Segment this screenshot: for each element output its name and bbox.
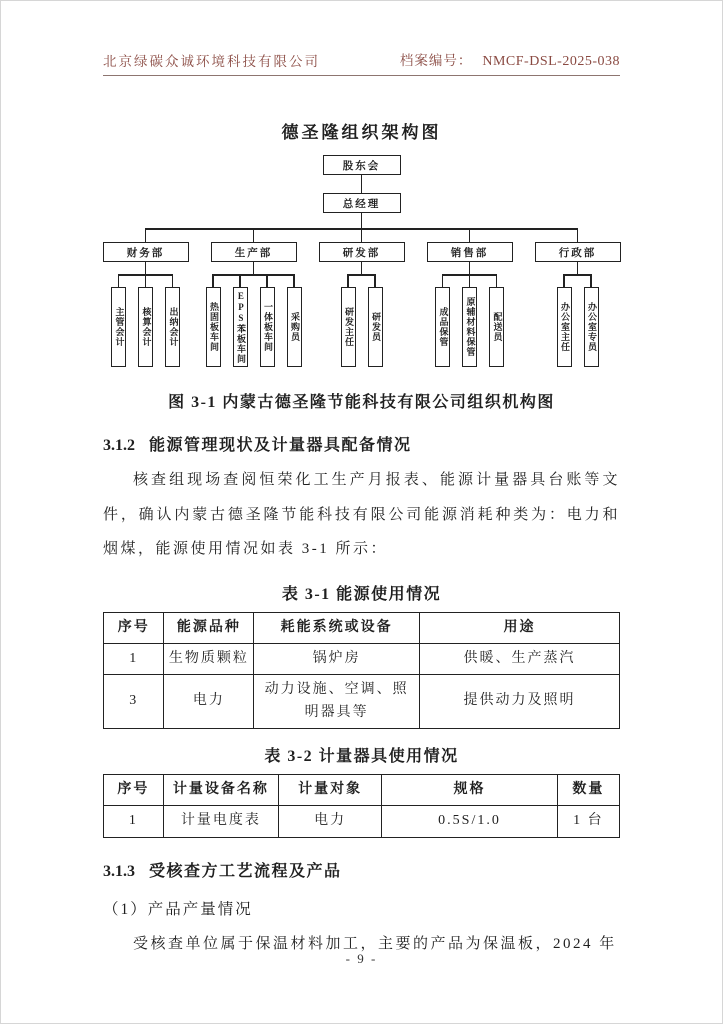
table-row [104, 675, 620, 729]
header-file-number [400, 49, 620, 70]
sub-heading-product-output: （1）产品产量情况 [103, 900, 253, 918]
role-box: 核算会计 [138, 287, 153, 367]
role-box: EPS苯板车间 [233, 287, 248, 367]
col-header: 数量 [557, 775, 619, 806]
connector-line [577, 262, 579, 274]
children-row [200, 274, 308, 367]
section-number: 3.1.2 [103, 437, 135, 454]
connector-line [361, 175, 363, 193]
connector-line [253, 262, 255, 274]
cell-device-name: 计量电度表 [163, 806, 278, 837]
children-row [335, 274, 389, 367]
file-number-label: 档案编号： [399, 53, 473, 68]
role-box: 配送员 [489, 287, 504, 367]
paragraph-product: 受核查单位属于保温材料加工，主要的产品为保温板，2024 年 [133, 935, 617, 952]
col-header: 用途 [420, 612, 620, 643]
role-box: 原辅材料保管 [462, 287, 477, 367]
table-header-row [104, 775, 620, 806]
child-wrap [335, 274, 362, 367]
cell-seq: 3 [104, 675, 164, 729]
dept-box: 研发部 [319, 242, 405, 262]
department-row [92, 228, 632, 367]
section-heading-313 [103, 858, 620, 881]
child-wrap [551, 274, 578, 367]
col-header: 计量设备名称 [163, 775, 278, 806]
dept-group-production [200, 228, 308, 367]
cell-seq: 1 [104, 806, 164, 837]
child-wrap [578, 274, 605, 367]
role-box: 热固板车间 [206, 287, 221, 367]
meter-usage-table [103, 774, 620, 838]
org-node-shareholders: 股东会 [323, 155, 401, 175]
connector-line [145, 262, 147, 274]
child-wrap [254, 274, 281, 367]
child-wrap [456, 274, 483, 367]
paragraph-energy-overview: 核查组现场查阅恒荣化工生产月报表、能源计量器具台账等文件，确认内蒙古德圣隆节能科技有限公司能源消耗种类为：电力和烟煤，能源使用情况如表 3-1 所示： [103, 472, 620, 557]
role-box: 办公室专员 [584, 287, 599, 367]
col-header: 序号 [104, 612, 164, 643]
child-wrap [362, 274, 389, 367]
children-row [105, 274, 186, 367]
role-box: 研发员 [368, 287, 383, 367]
connector-line [361, 262, 363, 274]
section-heading-312 [103, 432, 620, 455]
connector-line [469, 262, 471, 274]
table-3-1-title: 表 3-1 能源使用情况 [281, 585, 442, 603]
table-row [104, 643, 620, 674]
child-wrap [281, 274, 308, 367]
role-box: 一体板车间 [260, 287, 275, 367]
dept-group-sales [416, 228, 524, 367]
role-box: 办公室主任 [557, 287, 572, 367]
orgchart-title: 德圣隆组织架构图 [281, 123, 442, 142]
page-number: - 9 - [345, 951, 378, 966]
role-box: 出纳会计 [165, 287, 180, 367]
dept-box: 行政部 [535, 242, 621, 262]
cell-quantity: 1 台 [557, 806, 619, 837]
col-header: 序号 [104, 775, 164, 806]
child-wrap [429, 274, 456, 367]
cell-spec: 0.5S/1.0 [382, 806, 558, 837]
connector-line [361, 213, 363, 228]
col-header: 计量对象 [278, 775, 381, 806]
cell-system: 锅炉房 [254, 643, 420, 674]
children-row [551, 274, 605, 367]
dept-group-admin [524, 228, 632, 367]
cell-system: 动力设施、空调、照明器具等 [254, 675, 420, 729]
figure-caption: 图 3-1 内蒙古德圣隆节能科技有限公司组织机构图 [168, 394, 555, 411]
section-title: 能源管理现状及计量器具配备情况 [149, 437, 412, 454]
child-wrap [159, 274, 186, 367]
section-title: 受核查方工艺流程及产品 [149, 862, 342, 880]
cell-measured-object: 电力 [278, 806, 381, 837]
role-box: 主管会计 [111, 287, 126, 367]
file-number-value: NMCF-DSL-2025-038 [482, 54, 620, 69]
dept-box: 生产部 [211, 242, 297, 262]
role-box: 研发主任 [341, 287, 356, 367]
dept-box: 销售部 [427, 242, 513, 262]
col-header: 规格 [382, 775, 558, 806]
cell-seq: 1 [104, 643, 164, 674]
table-row [104, 806, 620, 837]
page-header [103, 1, 620, 76]
role-box: 成品保管 [435, 287, 450, 367]
cell-energy-type: 电力 [164, 675, 254, 729]
cell-energy-type: 生物质颗粒 [164, 643, 254, 674]
table-header-row [104, 612, 620, 643]
org-chart [103, 155, 620, 367]
energy-usage-table [103, 612, 620, 730]
child-wrap [200, 274, 227, 367]
role-box: 采购员 [287, 287, 302, 367]
org-node-general-manager: 总经理 [323, 193, 401, 213]
col-header: 能源品种 [164, 612, 254, 643]
child-wrap [105, 274, 132, 367]
table-3-2-title: 表 3-2 计量器具使用情况 [264, 748, 459, 766]
child-wrap [227, 274, 254, 367]
dept-group-rnd [308, 228, 416, 367]
header-company-name: 北京绿碳众诚环境科技有限公司 [103, 54, 320, 69]
children-row [429, 274, 510, 367]
child-wrap [132, 274, 159, 367]
dept-group-finance [92, 228, 200, 367]
dept-box: 财务部 [103, 242, 189, 262]
col-header: 耗能系统或设备 [254, 612, 420, 643]
cell-use: 提供动力及照明 [420, 675, 620, 729]
cell-use: 供暖、生产蒸汽 [420, 643, 620, 674]
section-number: 3.1.3 [103, 862, 135, 880]
child-wrap [483, 274, 510, 367]
